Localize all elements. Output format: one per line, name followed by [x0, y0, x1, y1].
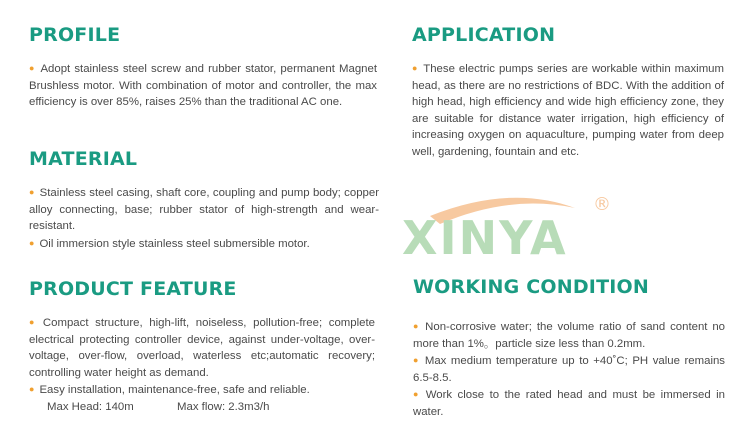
working-section [413, 276, 725, 421]
max-head-value: Max Head: 140m [47, 400, 134, 413]
max-flow-value: Max flow: 2.3m3/h [177, 400, 270, 413]
working-item: ● Non-corrosive water; the volume ratio of sand content no more than 1%。particle size less than 0.2mm. [413, 321, 726, 350]
working-item: ● Work close to the rated head and must be immersed in water. [413, 389, 725, 418]
bullet-icon: ● [29, 317, 38, 327]
profile-text: ● Adopt stainless steel screw and rubber stator, permanent Magnet Brushless motor. With combination of motor and controller, the max efficiency is over 85%, raises 25% than the traditional AC one. [29, 63, 378, 109]
working-item: ● Max medium temperature up to +40˚C; PH value remains 6.5-8.5. [413, 355, 726, 384]
application-heading: APPLICATION [412, 24, 556, 46]
application-text: ● These electric pumps series are workable within maximum head, as there are no restrictions of BDC. With the addition of high head, high efficiency and wide high efficiency zone, they are suitable for distance water irrigation, high efficiency of increasing oxygen on aquaculture, pumping water from deep well, gardening, fountain and etc. [412, 63, 725, 158]
svg-text:XINYA: XINYA [402, 211, 568, 265]
bullet-icon: ● [413, 355, 420, 366]
material-section [29, 148, 379, 252]
feature-section [29, 278, 375, 415]
application-section [412, 24, 724, 161]
bullet-icon: ● [29, 187, 35, 197]
feature-item: ● Easy installation, maintenance-free, safe and reliable. [29, 384, 310, 397]
material-item: ● Stainless steel casing, shaft core, coupling and pump body; copper alloy connecting, base; rubber stator of high-strength and wear-resistant. [29, 187, 380, 233]
profile-heading: PROFILE [29, 24, 121, 46]
bullet-icon: ● [29, 384, 35, 395]
xinya-logo-watermark [400, 186, 615, 266]
material-item: ● Oil immersion style stainless steel submersible motor. [29, 237, 310, 250]
feature-item: ● Compact structure, high-lift, noiseless, pollution-free; complete electrical protecting controller device, against under-voltage, over-voltage, over-flow, overload, waterless etc;automatic recovery; controlling water height as demand. [29, 317, 375, 379]
working-heading: WORKING CONDITION [413, 276, 649, 298]
bullet-icon: ● [413, 321, 421, 331]
profile-section [29, 24, 377, 111]
bullet-icon: ● [29, 237, 35, 248]
feature-specs [29, 399, 375, 415]
material-heading: MATERIAL [29, 148, 138, 170]
bullet-icon: ● [413, 389, 421, 400]
feature-heading: PRODUCT FEATURE [29, 278, 237, 300]
bullet-icon: ● [29, 63, 36, 73]
svg-text:®: ® [593, 194, 611, 215]
bullet-icon: ● [412, 63, 419, 73]
